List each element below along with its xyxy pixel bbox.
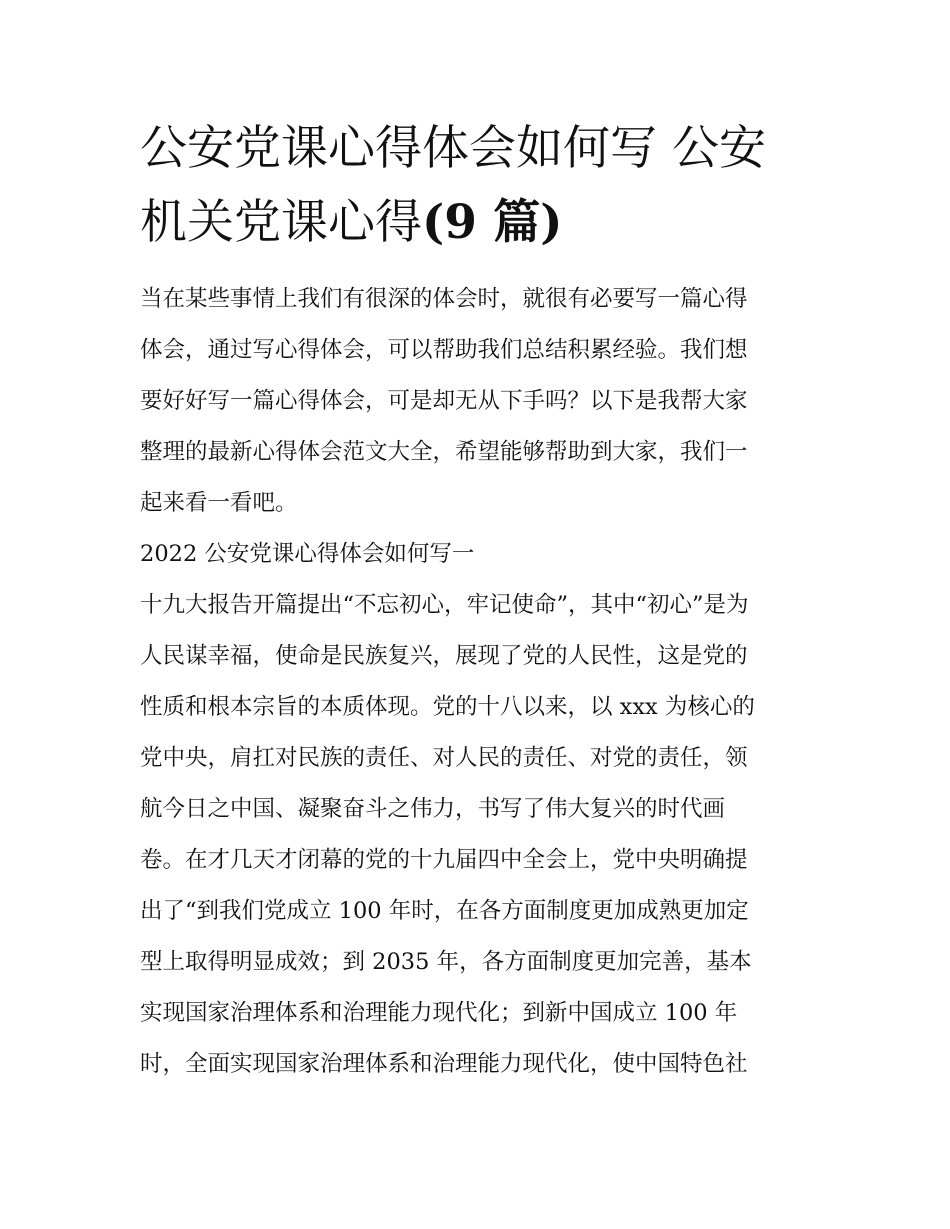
title-line-2 [140, 186, 820, 260]
title-line-1: 公安党课心得体会如何写 公安 [140, 121, 766, 176]
intro-paragraph [140, 274, 748, 529]
body-line: 党中央，肩扛对民族的责任、对人民的责任、对党的责任，领 [140, 745, 748, 771]
intro-line: 起来看一看吧。 [140, 490, 298, 516]
body-line: 时，全面实现国家治理体系和治理能力现代化，使中国特色社 [140, 1051, 748, 1077]
body-line: 卷。在才几天才闭幕的党的十九届四中全会上，党中央明确提 [140, 847, 748, 873]
body-line: 实现国家治理体系和治理能力现代化；到新中国成立 100 年 [140, 1000, 738, 1026]
section-heading-text: 2022 公安党课心得体会如何写一 [140, 541, 475, 567]
intro-line: 整理的最新心得体会范文大全，希望能够帮助到大家，我们一 [140, 439, 748, 465]
body-line: 航今日之中国、凝聚奋斗之伟力，书写了伟大复兴的时代画 [140, 796, 726, 822]
intro-line: 当在某些事情上我们有很深的体会时，就很有必要写一篇心得 [140, 286, 748, 312]
intro-line: 要好好写一篇心得体会，可是却无从下手吗？以下是我帮大家 [140, 388, 748, 414]
title-line-2-text: 机关党课心得 [140, 195, 422, 250]
body-line: 人民谋幸福，使命是民族复兴，展现了党的人民性，这是党的 [140, 643, 748, 669]
document-title [140, 112, 820, 260]
body-line: 型上取得明显成效；到 2035 年，各方面制度更加完善，基本 [140, 949, 752, 975]
body-line: 出了“到我们党成立 100 年时，在各方面制度更加成熟更加定 [140, 898, 749, 924]
section-heading [140, 529, 474, 580]
body-line: 十九大报告开篇提出“不忘初心，牢记使命”，其中“初心”是为 [140, 592, 749, 618]
body-paragraph [140, 580, 755, 1090]
body-line: 性质和根本宗旨的本质体现。党的十八以来，以 xxx 为核心的 [140, 694, 755, 720]
intro-line: 体会，通过写心得体会，可以帮助我们总结积累经验。我们想 [140, 337, 748, 363]
title-count: (9 篇) [422, 195, 563, 250]
